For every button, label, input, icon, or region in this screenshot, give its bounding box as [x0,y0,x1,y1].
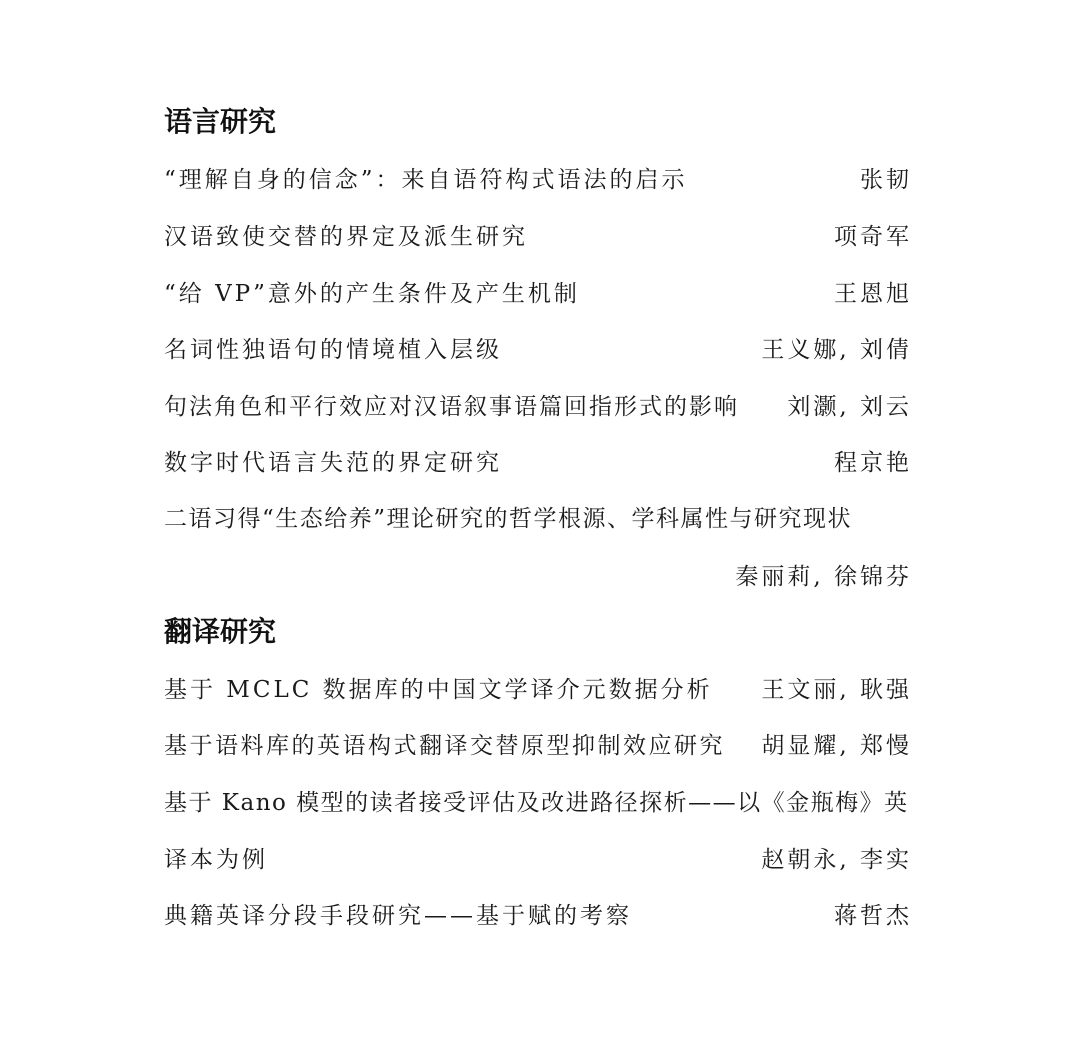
article-title: 二语习得“生态给养”理论研究的哲学根源、学科属性与研究现状 [164,506,853,532]
list-item [164,730,916,762]
article-title: 数字时代语言失范的界定研究 [164,450,502,476]
list-item [164,503,916,535]
article-title: “给 VP”意外的产生条件及产生机制 [164,281,580,307]
article-author: 王义娜, 刘倩 [761,337,912,363]
article-author: 王文丽, 耿强 [761,677,912,703]
article-title: 汉语致使交替的界定及派生研究 [164,224,528,250]
list-item-continuation [164,844,916,876]
article-author: 程京艳 [834,450,912,476]
article-title: 基于 MCLC 数据库的中国文学译介元数据分析 [164,677,713,703]
article-title: “理解自身的信念”：来自语符构式语法的启示 [164,167,688,193]
list-item [164,221,916,253]
list-item-continuation [164,561,916,593]
article-title: 典籍英译分段手段研究——基于赋的考察 [164,903,632,929]
article-title: 基于 Kano 模型的读者接受评估及改进路径探析——以《金瓶梅》英 [164,790,909,816]
list-item [164,900,916,932]
section-heading-translation: 翻译研究 [164,615,277,648]
article-title: 基于语料库的英语构式翻译交替原型抑制效应研究 [164,733,725,759]
article-title: 名词性独语句的情境植入层级 [164,337,502,363]
list-item [164,334,916,366]
list-item [164,278,916,310]
article-author: 秦丽莉, 徐锦芬 [735,564,912,590]
list-item [164,164,916,196]
article-title: 句法角色和平行效应对汉语叙事语篇回指形式的影响 [164,394,739,420]
article-title-continuation: 译本为例 [164,847,268,873]
section-heading-linguistics: 语言研究 [164,105,277,138]
list-item [164,447,916,479]
article-author: 项奇军 [834,224,912,250]
list-item [164,787,916,819]
list-item [164,391,916,423]
article-author: 刘灏, 刘云 [787,394,912,420]
list-item [164,674,916,706]
article-author: 张韧 [860,167,912,193]
article-author: 蒋哲杰 [834,903,912,929]
article-author: 王恩旭 [834,281,912,307]
article-author: 胡显耀, 郑慢 [761,733,912,759]
article-author: 赵朝永, 李实 [761,847,912,873]
